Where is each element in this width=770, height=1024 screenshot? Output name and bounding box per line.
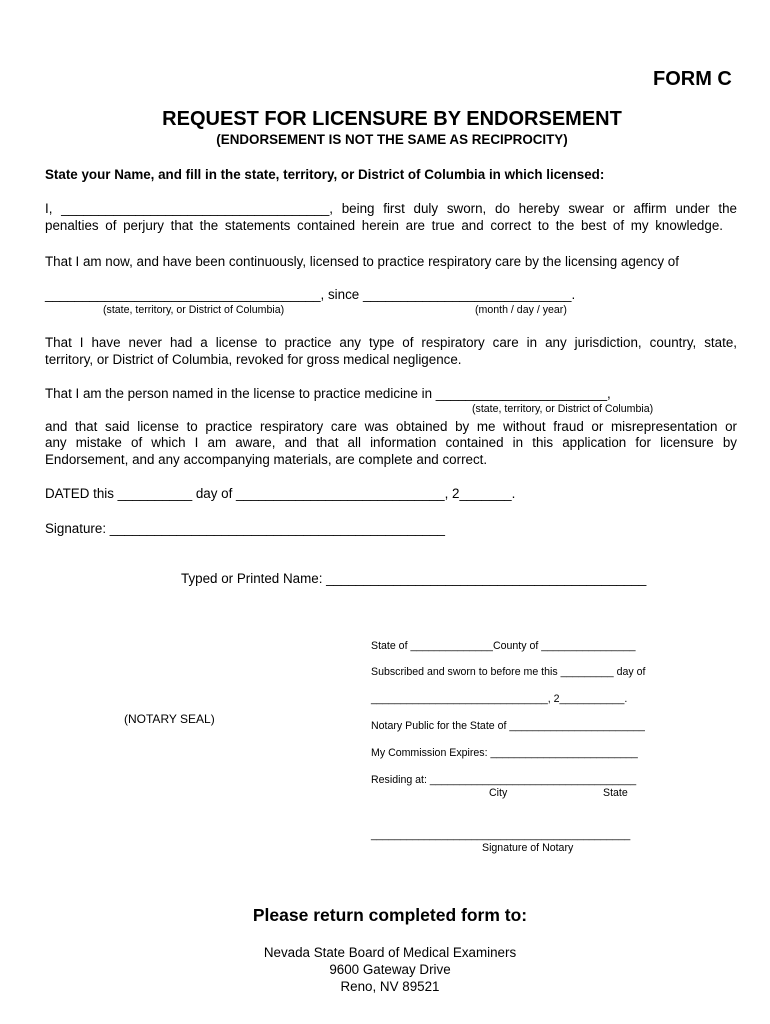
- signature-line: Signature: _____________________________________________: [45, 521, 445, 536]
- form-label: FORM C: [653, 68, 732, 90]
- notary-signature-line: ____________________________________________: [371, 829, 631, 841]
- person-named-line-2: and that said license to practice respiratory care was obtained by me without fraud or misrepresentation or: [45, 419, 737, 434]
- return-address-line-2: 9600 Gateway Drive: [329, 962, 451, 977]
- notary-commission: My Commission Expires: _________________________: [371, 747, 638, 759]
- return-heading: Please return completed form to:: [252, 905, 528, 925]
- never-revoked-line-1: That I have never had a license to practice any type of respiratory care in any jurisdiction, country, state,: [45, 335, 737, 350]
- notary-signature-label: Signature of Notary: [482, 842, 574, 854]
- dated-line: DATED this __________ day of ____________________________, 2_______.: [45, 486, 516, 501]
- return-address-line-1: Nevada State Board of Medical Examiners: [263, 945, 517, 960]
- licensed-since-text: That I am now, and have been continuously, licensed to practice respiratory care by the licensing agency of: [45, 254, 679, 269]
- notary-city-caption: City: [489, 787, 508, 799]
- notary-date-line: ______________________________, 2___________.: [371, 693, 628, 705]
- notary-public-for: Notary Public for the State of _______________________: [371, 720, 645, 732]
- page-title: REQUEST FOR LICENSURE BY ENDORSEMENT: [162, 108, 622, 130]
- person-named-caption: (state, territory, or District of Columbia): [472, 403, 654, 415]
- notary-seal-label: (NOTARY SEAL): [124, 712, 215, 726]
- person-named-line-1: That I am the person named in the license to practice medicine in _______________________,: [45, 386, 611, 401]
- oath-line-2: penalties of perjury that the statements contained herein are true and correct to the best of my knowledge.: [45, 218, 723, 233]
- person-named-line-3: any mistake of which I am aware, and that all information contained in this application for licensure by: [45, 435, 737, 450]
- notary-subscribed: Subscribed and sworn to before me this _________ day of: [371, 666, 646, 678]
- person-named-line-4: Endorsement, and any accompanying materials, are complete and correct.: [45, 452, 488, 467]
- typed-name-line: Typed or Printed Name: ___________________________________________: [181, 571, 647, 586]
- licensed-since-blanks: _____________________________________, since ____________________________.: [45, 287, 576, 302]
- never-revoked-line-2: territory, or District of Columbia, revoked for gross medical negligence.: [45, 352, 462, 367]
- notary-residing: Residing at: ___________________________________: [371, 774, 637, 786]
- page-subtitle: (ENDORSEMENT IS NOT THE SAME AS RECIPROCITY): [216, 132, 568, 147]
- instruction-text: State your Name, and fill in the state, territory, or District of Columbia in which licensed:: [45, 167, 605, 182]
- date-caption: (month / day / year): [475, 304, 567, 316]
- return-address-line-3: Reno, NV 89521: [340, 979, 440, 994]
- notary-state-county: State of ______________County of ________________: [371, 640, 636, 652]
- state-caption: (state, territory, or District of Columbia): [103, 304, 285, 316]
- notary-state-caption: State: [603, 787, 628, 799]
- oath-line-1: I, ____________________________________, being first duly sworn, do hereby swear or affirm under the: [45, 201, 737, 216]
